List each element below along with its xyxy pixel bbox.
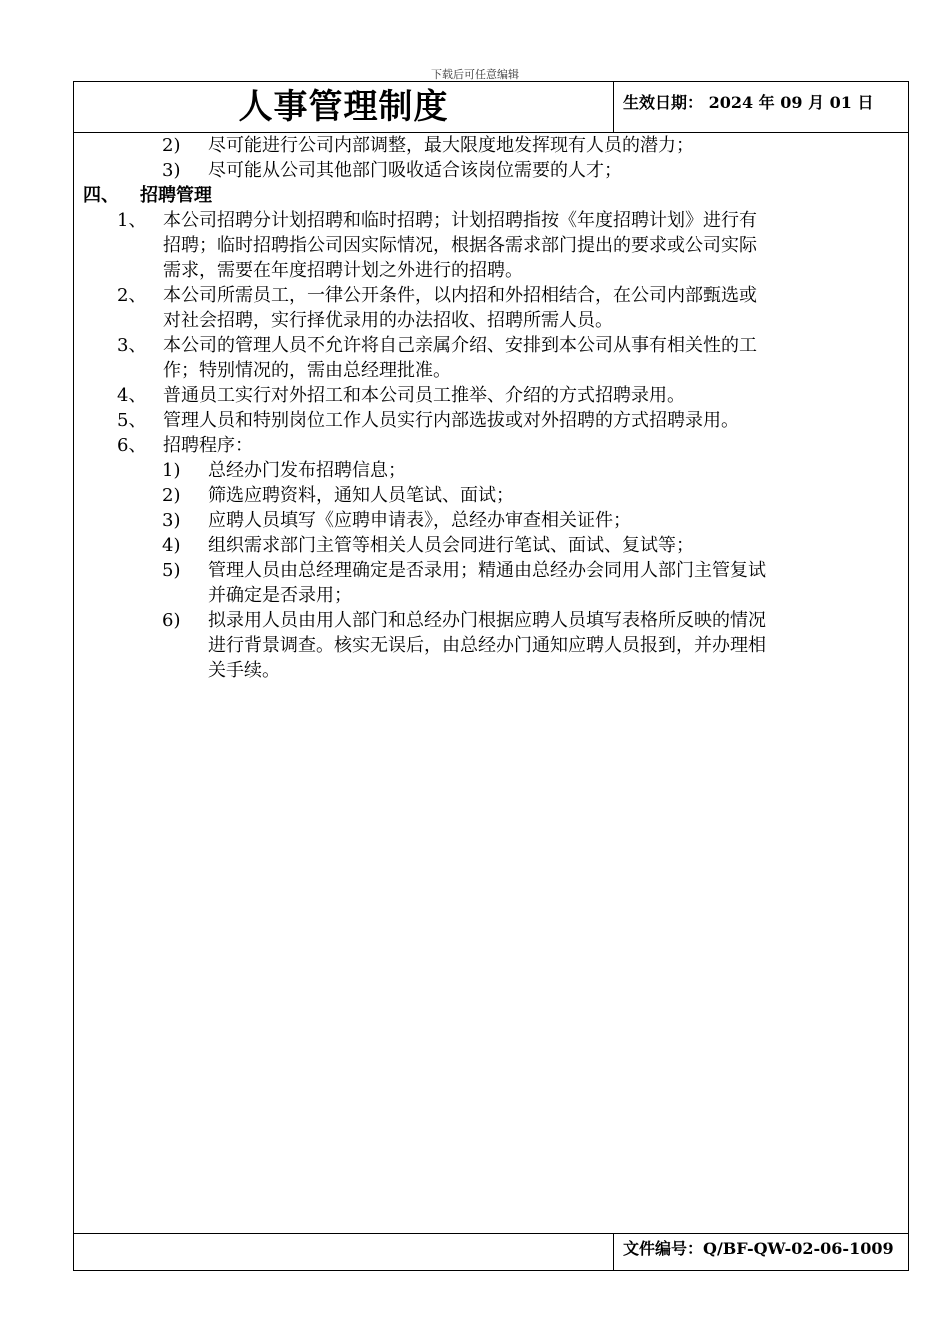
list-item-number: 2、 [117,285,147,306]
section-title: 招聘管理 [140,185,212,206]
document-number: 文件编号：Q/BF-QW-02-06-1009 [623,1239,894,1258]
list-item-number: 3) [162,160,181,181]
procedure-step-text: 筛选应聘资料，通知人员笔试、面试； [208,485,514,506]
footer-divider [613,1234,614,1271]
procedure-step-text: 应聘人员填写《应聘申请表》，总经办审查相关证件； [208,510,631,531]
document-frame [73,81,909,1271]
list-item-text: 作；特别情况的，需由总经理批准。 [163,360,451,381]
document-title: 人事管理制度 [238,87,449,127]
procedure-step-text: 组织需求部门主管等相关人员会同进行笔试、面试、复试等； [208,535,694,556]
list-item-number: 6、 [117,435,147,456]
procedure-step-text: 进行背景调查。核实无误后，由总经办门通知应聘人员报到，并办理相 [208,635,766,656]
procedure-step-text: 管理人员由总经理确定是否录用；精通由总经办会同用人部门主管复试 [208,560,766,581]
list-item-text: 招聘程序： [163,435,253,456]
list-item-text: 普通员工实行对外招工和本公司员工推举、介绍的方式招聘录用。 [163,385,685,406]
list-item-text: 招聘；临时招聘指公司因实际情况，根据各需求部门提出的要求或公司实际 [163,235,757,256]
list-item-text: 管理人员和特别岗位工作人员实行内部选拔或对外招聘的方式招聘录用。 [163,410,739,431]
procedure-step-text: 并确定是否录用； [208,585,352,606]
document-footer [74,1233,908,1271]
list-item-text: 尽可能进行公司内部调整，最大限度地发挥现有人员的潜力； [208,135,694,156]
download-note: 下载后可任意编辑 [431,68,519,81]
list-item-number: 2) [162,135,181,156]
list-item-text: 本公司所需员工，一律公开条件，以内招和外招相结合，在公司内部甄选或 [163,285,757,306]
list-item-text: 尽可能从公司其他部门吸收适合该岗位需要的人才； [208,160,622,181]
header-divider [613,82,614,132]
procedure-step-number: 2) [162,485,181,506]
list-item-number: 5、 [117,410,147,431]
procedure-step-number: 3) [162,510,181,531]
procedure-step-number: 1) [162,460,181,481]
list-item-text: 需求，需要在年度招聘计划之外进行的招聘。 [163,260,523,281]
procedure-step-number: 4) [162,535,181,556]
list-item-number: 1、 [117,210,147,231]
procedure-step-number: 6) [162,610,181,631]
list-item-text: 对社会招聘，实行择优录用的办法招收、招聘所需人员。 [163,310,613,331]
list-item-text: 本公司招聘分计划招聘和临时招聘；计划招聘指按《年度招聘计划》进行有 [163,210,757,231]
procedure-step-text: 总经办门发布招聘信息； [208,460,406,481]
section-number: 四、 [83,185,119,206]
list-item-text: 本公司的管理人员不允许将自己亲属介绍、安排到本公司从事有相关性的工 [163,335,757,356]
procedure-step-text: 拟录用人员由用人部门和总经办门根据应聘人员填写表格所反映的情况 [208,610,766,631]
procedure-step-text: 关手续。 [208,660,280,681]
procedure-step-number: 5) [162,560,181,581]
list-item-number: 3、 [117,335,147,356]
document-header [74,82,908,133]
list-item-number: 4、 [117,385,147,406]
effective-date: 生效日期： 2024 年 09 月 01 日 [623,93,874,112]
